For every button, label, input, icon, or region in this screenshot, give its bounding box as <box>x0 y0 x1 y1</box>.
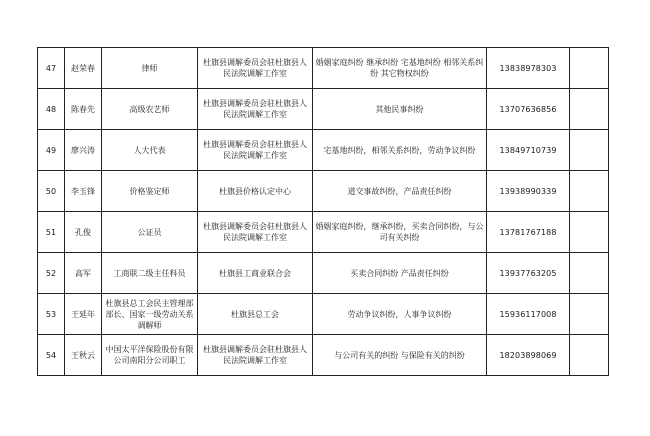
note-cell <box>570 130 609 171</box>
note-cell <box>570 89 609 130</box>
row-number: 50 <box>38 171 65 212</box>
mediator-title: 杜旗县总工会民主管理部部长、国家一级劳动关系调解师 <box>102 294 198 335</box>
row-number: 47 <box>38 48 65 89</box>
mediator-organization: 杜旗县调解委员会驻杜旗县人民法院调解工作室 <box>198 89 313 130</box>
note-cell <box>570 335 609 376</box>
phone-number: 13781767188 <box>487 212 570 253</box>
mediator-name: 王延年 <box>65 294 102 335</box>
mediator-name: 廖兴涛 <box>65 130 102 171</box>
table-row <box>38 253 609 294</box>
mediator-name: 高军 <box>65 253 102 294</box>
table-row <box>38 89 609 130</box>
row-number: 51 <box>38 212 65 253</box>
mediator-organization: 杜旗县调解委员会驻杜旗县人民法院调解工作室 <box>198 130 313 171</box>
mediator-organization: 杜旗县价格认定中心 <box>198 171 313 212</box>
phone-number: 13838978303 <box>487 48 570 89</box>
note-cell <box>570 253 609 294</box>
row-number: 48 <box>38 89 65 130</box>
note-cell <box>570 294 609 335</box>
dispute-areas: 宅基地纠纷，相邻关系纠纷，劳动争议纠纷 <box>313 130 487 171</box>
mediator-name: 孔俊 <box>65 212 102 253</box>
mediator-title: 工商联二级主任科员 <box>102 253 198 294</box>
note-cell <box>570 212 609 253</box>
mediator-name: 李玉锋 <box>65 171 102 212</box>
phone-number: 15936117008 <box>487 294 570 335</box>
mediator-roster-table <box>37 47 609 376</box>
mediator-title: 律师 <box>102 48 198 89</box>
dispute-areas: 婚姻家庭纠纷，继承纠纷，买卖合同纠纷，与公司有关纠纷 <box>313 212 487 253</box>
dispute-areas: 与公司有关的纠纷 与保险有关的纠纷 <box>313 335 487 376</box>
table-row <box>38 212 609 253</box>
table-row <box>38 335 609 376</box>
table-row <box>38 130 609 171</box>
mediator-organization: 杜旗县调解委员会驻杜旗县人民法院调解工作室 <box>198 335 313 376</box>
row-number: 54 <box>38 335 65 376</box>
mediator-organization: 杜旗县调解委员会驻杜旗县人民法院调解工作室 <box>198 212 313 253</box>
mediator-organization: 杜旗县调解委员会驻杜旗县人民法院调解工作室 <box>198 48 313 89</box>
note-cell <box>570 48 609 89</box>
mediator-name: 赵荣春 <box>65 48 102 89</box>
table-body <box>38 48 609 376</box>
phone-number: 13938990339 <box>487 171 570 212</box>
mediator-name: 王秋云 <box>65 335 102 376</box>
table-row <box>38 294 609 335</box>
mediator-name: 陈春先 <box>65 89 102 130</box>
dispute-areas: 买卖合同纠纷 产品责任纠纷 <box>313 253 487 294</box>
table-row <box>38 171 609 212</box>
dispute-areas: 道交事故纠纷，产品责任纠纷 <box>313 171 487 212</box>
dispute-areas: 劳动争议纠纷，人事争议纠纷 <box>313 294 487 335</box>
mediator-title: 公证员 <box>102 212 198 253</box>
table-row <box>38 48 609 89</box>
mediator-title: 中国太平洋保险股份有限公司南阳分公司职工 <box>102 335 198 376</box>
row-number: 52 <box>38 253 65 294</box>
dispute-areas: 婚姻家庭纠纷 继承纠纷 宅基地纠纷 相邻关系纠纷 其它物权纠纷 <box>313 48 487 89</box>
mediator-organization: 杜旗县工商业联合会 <box>198 253 313 294</box>
phone-number: 13707636856 <box>487 89 570 130</box>
phone-number: 13937763205 <box>487 253 570 294</box>
note-cell <box>570 171 609 212</box>
mediator-title: 人大代表 <box>102 130 198 171</box>
mediator-organization: 杜旗县总工会 <box>198 294 313 335</box>
row-number: 49 <box>38 130 65 171</box>
dispute-areas: 其他民事纠纷 <box>313 89 487 130</box>
phone-number: 13849710739 <box>487 130 570 171</box>
mediator-title: 高级农艺师 <box>102 89 198 130</box>
phone-number: 18203898069 <box>487 335 570 376</box>
row-number: 53 <box>38 294 65 335</box>
mediator-title: 价格鉴定师 <box>102 171 198 212</box>
